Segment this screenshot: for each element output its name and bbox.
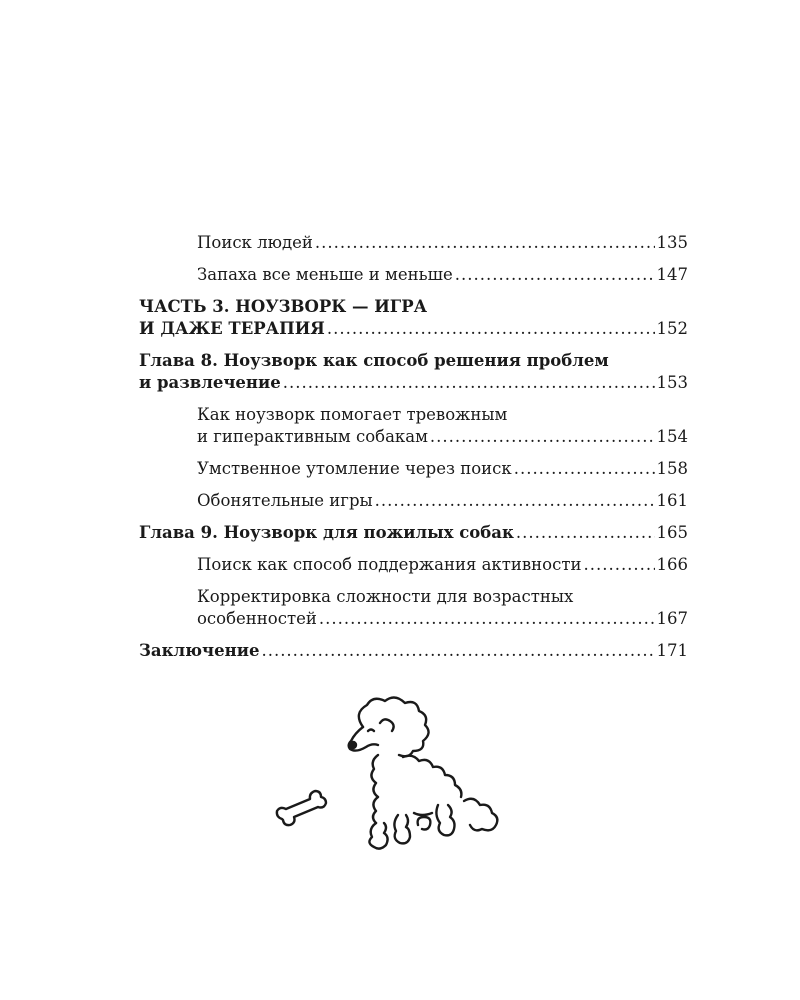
toc-entry[interactable] bbox=[139, 296, 688, 340]
toc-entry[interactable] bbox=[139, 350, 688, 394]
toc-entry[interactable] bbox=[139, 458, 688, 480]
toc-page-number: 171 bbox=[656, 641, 688, 660]
toc-entry-title: Поиск людей bbox=[197, 233, 313, 252]
toc-entry-title: И ДАЖЕ ТЕРАПИЯ bbox=[139, 319, 325, 338]
toc-entry-title: Как ноузворк помогает тревожным bbox=[197, 405, 508, 424]
toc-entry-title: особенностей bbox=[197, 609, 317, 628]
toc-page-number: 153 bbox=[656, 373, 688, 392]
toc-entry-title: Глава 8. Ноузворк как способ решения проблем bbox=[139, 351, 609, 370]
dot-leader bbox=[514, 458, 655, 480]
dot-leader bbox=[455, 264, 655, 286]
toc-page-number: 147 bbox=[656, 265, 688, 284]
poodle-with-bone-illustration bbox=[268, 695, 558, 870]
toc-entry-title: Умственное утомление через поиск bbox=[197, 459, 512, 478]
toc-entry[interactable] bbox=[139, 404, 688, 448]
dot-leader bbox=[516, 522, 655, 544]
toc-entry[interactable] bbox=[139, 586, 688, 630]
toc-entry-title: Обонятельные игры bbox=[197, 491, 373, 510]
toc-page-number: 161 bbox=[656, 491, 688, 510]
dot-leader bbox=[315, 232, 655, 254]
toc-page-number: 154 bbox=[656, 427, 688, 446]
bone-icon bbox=[277, 791, 326, 825]
toc-page-number: 158 bbox=[656, 459, 688, 478]
dot-leader bbox=[583, 554, 654, 576]
toc-page-number: 167 bbox=[656, 609, 688, 628]
poodle-icon bbox=[349, 697, 498, 848]
toc-entry-title: и гиперактивным собакам bbox=[197, 427, 428, 446]
dot-leader bbox=[283, 372, 655, 394]
dot-leader bbox=[430, 426, 655, 448]
toc-entry[interactable] bbox=[139, 522, 688, 544]
toc-entry[interactable] bbox=[139, 264, 688, 286]
toc-page-number: 135 bbox=[656, 233, 688, 252]
toc-entry[interactable] bbox=[139, 232, 688, 254]
toc-entry-title: Заключение bbox=[139, 641, 260, 660]
toc-entry[interactable] bbox=[139, 554, 688, 576]
dot-leader bbox=[319, 608, 655, 630]
toc-entry-title: Поиск как способ поддержания активности bbox=[197, 555, 582, 574]
toc-entry[interactable] bbox=[139, 490, 688, 512]
dot-leader bbox=[327, 318, 655, 340]
dot-leader bbox=[261, 640, 654, 662]
toc-entry-title: Корректировка сложности для возрастных bbox=[197, 587, 574, 606]
table-of-contents bbox=[139, 232, 688, 662]
toc-page-number: 165 bbox=[656, 523, 688, 542]
toc-entry-title: ЧАСТЬ 3. НОУЗВОРК — ИГРА bbox=[139, 297, 428, 316]
toc-entry-title: и развлечение bbox=[139, 373, 281, 392]
toc-entry-title: Запаха все меньше и меньше bbox=[197, 265, 453, 284]
toc-page-number: 166 bbox=[656, 555, 688, 574]
toc-entry-title: Глава 9. Ноузворк для пожилых собак bbox=[139, 523, 514, 542]
dot-leader bbox=[375, 490, 655, 512]
toc-entry[interactable] bbox=[139, 640, 688, 662]
toc-page-number: 152 bbox=[656, 319, 688, 338]
